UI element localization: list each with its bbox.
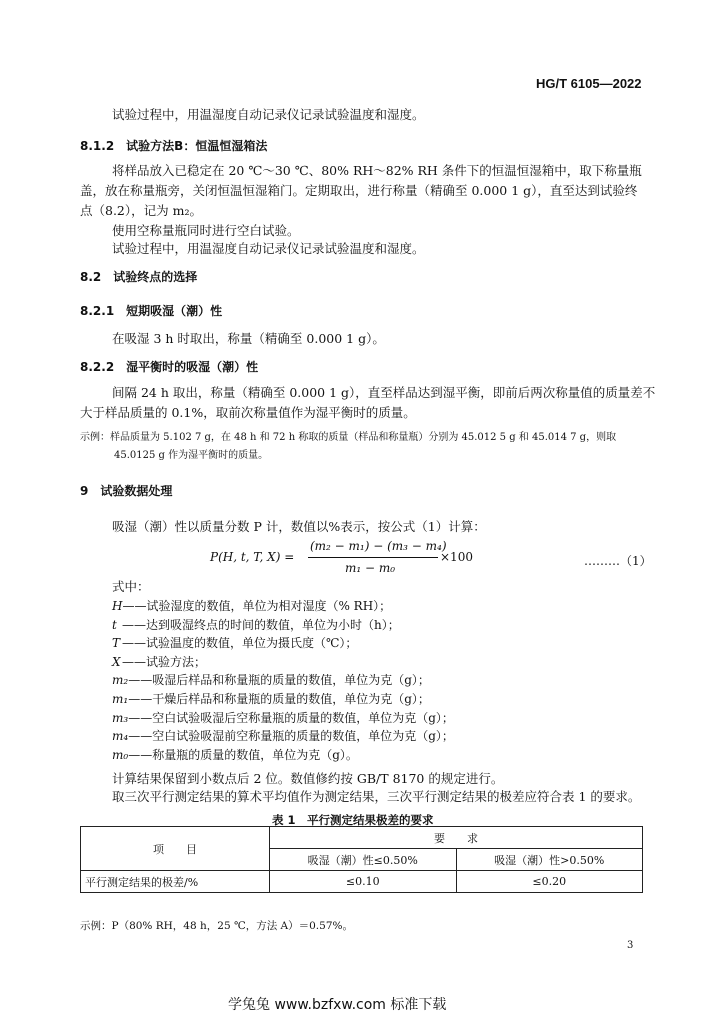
variable-row [112,670,430,690]
paragraph-8-1-2-line-1: 将样品放入已稳定在 20 ℃～30 ℃、80% RH～82% RH 条件下的恒温恒湿箱中，取下称量瓶 [112,163,642,178]
paragraph-recording-a: 试验过程中，用温湿度自动记录仪记录试验温度和湿度。 [112,107,425,122]
table-row-label: 平行测定结果的极差/% [81,871,270,893]
formula-denominator: m₁ − m₀ [345,561,396,575]
paragraph-blank-test: 使用空称量瓶同时进行空白试验。 [112,223,300,238]
paragraph-rounding: 计算结果保留到小数点后 2 位。数值修约按 GB/T 8170 的规定进行。 [112,771,504,786]
paragraph-8-1-2-line-2: 盖，放在称量瓶旁，关闭恒温恒湿箱门。定期取出，进行称量（精确至 0.000 1 g），直至达到试验终 [80,183,638,198]
variable-symbol: T [112,636,121,651]
table-header-item: 项 目 [81,827,270,871]
formula-fraction-line [308,557,438,558]
variable-row [112,652,206,672]
variable-description: ——试验温度的数值，单位为摄氏度（℃）； [122,636,358,651]
variable-row [112,689,430,709]
variable-description: ——试验湿度的数值，单位为相对湿度（% RH）； [122,599,392,613]
paragraph-9-intro: 吸湿（潮）性以质量分数 P 计，数值以%表示，按公式（1）计算： [112,519,486,534]
variable-description: ——试验方法； [122,654,207,669]
variable-description: ——吸湿后样品和称量瓶的质量的数值，单位为克（g）； [128,673,430,688]
table-caption: 表 1 平行测定结果极差的要求 [272,813,434,827]
formula-numerator: (m₂ − m₁) − (m₃ − m₄) [310,539,447,553]
example-1-line-2: 45.0125 g 作为湿平衡时的质量。 [114,450,269,461]
heading-8-2-2: 8.2.2 湿平衡时的吸湿（潮）性 [80,360,259,374]
variable-row [112,633,357,653]
table-row-low: ≤0.10 [270,871,457,893]
paragraph-8-2-2-line-2: 大于样品质量的 0.1%，取前次称量值作为湿平衡时的质量。 [80,405,416,420]
variable-description: ——称量瓶的质量的数值，单位为克（g）。 [128,747,358,762]
variable-symbol: m₂ [112,673,129,688]
table-row-high: ≤0.20 [456,871,643,893]
table-col-low: 吸湿（潮）性≤0.50% [270,849,457,871]
page-number: 3 [627,940,634,951]
formula-lhs: P(H, t, T, X) = [210,550,295,564]
table-col-high: 吸湿（潮）性>0.50% [456,849,643,871]
variable-row [112,615,400,635]
paragraph-8-2-1: 在吸湿 3 h 时取出，称量（精确至 0.000 1 g）。 [112,331,385,346]
variable-symbol: m₄ [112,729,129,744]
variable-symbol: m₃ [112,710,129,725]
variable-row [112,745,358,765]
heading-8-1-2: 8.1.2 试验方法B：恒温恒湿箱法 [80,139,268,153]
variable-description: ——空白试验吸湿后空称量瓶的质量的数值，单位为克（g）； [128,710,454,725]
variable-symbol: X [112,654,121,669]
variable-description: ——干燥后样品和称量瓶的质量的数值，单位为克（g）； [128,692,430,706]
paragraph-recording-b: 试验过程中，用温湿度自动记录仪记录试验温度和湿度。 [112,241,425,256]
paragraph-8-2-2-line-1: 间隔 24 h 取出，称量（精确至 0.000 1 g），直至样品达到湿平衡，即前后两次称量值的质量差不 [112,385,656,400]
formula-multiplier: ×100 [440,550,473,564]
heading-8-2: 8.2 试验终点的选择 [80,270,198,284]
footer-watermark: 学兔兔 www.bzfxw.com 标准下载 [228,997,447,1013]
heading-8-2-1: 8.2.1 短期吸湿（潮）性 [80,304,223,318]
heading-9: 9 试验数据处理 [80,484,173,498]
example-2: 示例：P（80% RH，48 h，25 ℃，方法 A）＝0.57%。 [80,920,353,932]
table-header-requirement: 要 求 [270,827,643,849]
standard-code: HG/T 6105—2022 [536,76,642,91]
example-1-line-1: 示例：样品质量为 5.102 7 g，在 48 h 和 72 h 称取的质量（样品和称量瓶）分别为 45.012 5 g 和 45.014 7 g，则取 [80,432,617,443]
variable-description: ——空白试验吸湿前空称量瓶的质量的数值，单位为克（g）； [128,729,454,744]
variable-row [112,596,391,616]
where-label: 式中： [112,579,150,594]
paragraph-average: 取三次平行测定结果的算术平均值作为测定结果，三次平行测定结果的极差应符合表 1 的要求。 [112,789,641,804]
formula-number: ………（1） [584,554,652,568]
variable-symbol: t [112,617,117,632]
variable-row [112,708,454,728]
variable-symbol: m₀ [112,747,129,762]
variable-row [112,726,454,746]
paragraph-8-1-2-line-3: 点（8.2），记为 m₂。 [80,203,202,218]
variable-description: ——达到吸湿终点的时间的数值，单位为小时（h）； [122,617,400,632]
variable-symbol: m₁ [112,692,129,706]
variable-symbol: H [112,599,123,613]
requirements-table [80,826,643,893]
